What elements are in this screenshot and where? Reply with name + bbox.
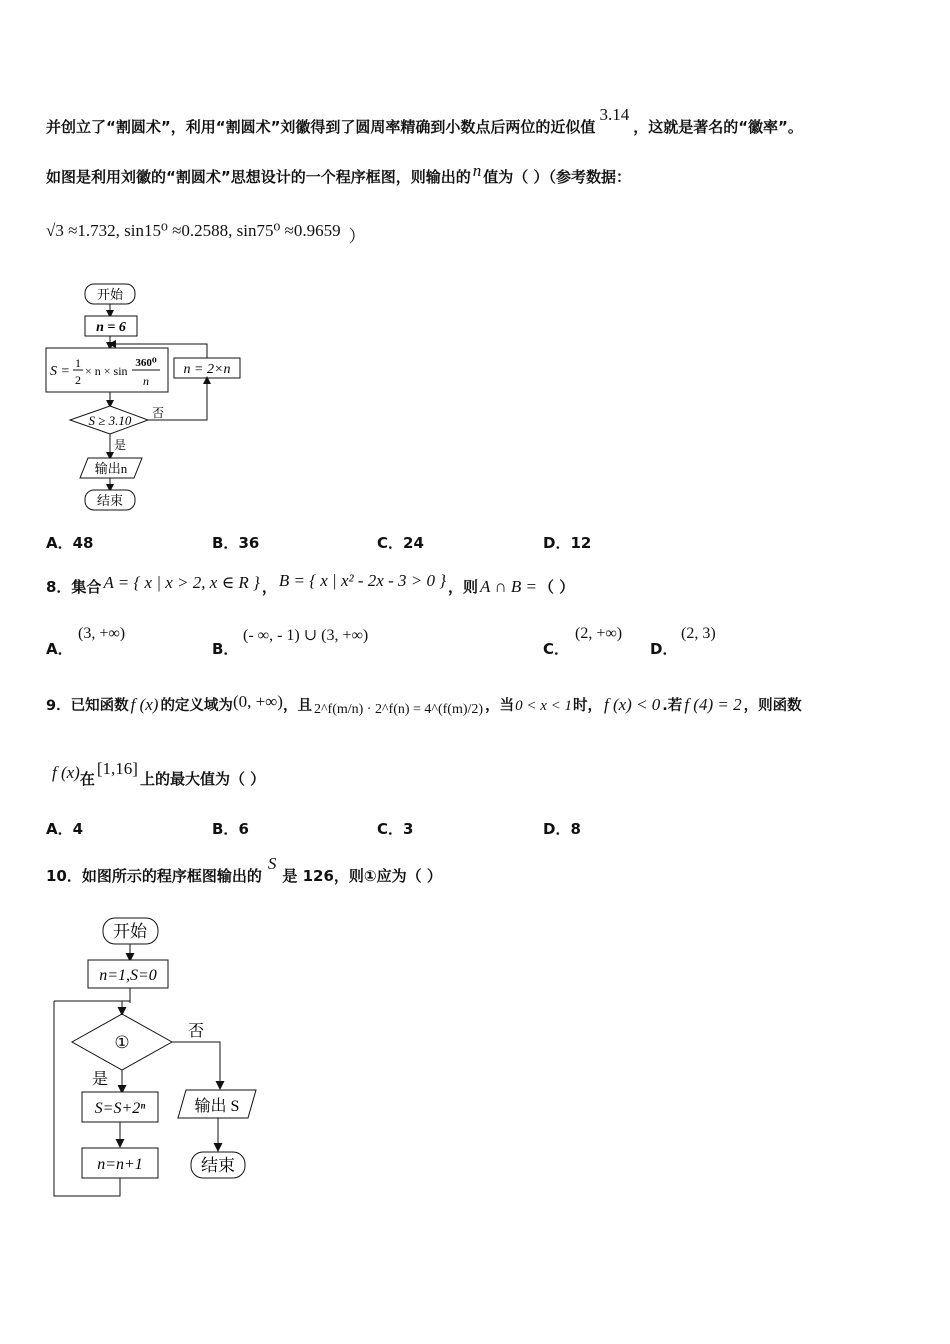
intro-text-1b: ，这就是著名的“徽率”。 bbox=[633, 118, 803, 136]
q8-option-b-letter[interactable]: B． bbox=[212, 640, 239, 658]
flow1-output-label: 输出n bbox=[94, 461, 128, 476]
q8-option-b-value: (- ∞, - 1) ∪ (3, +∞) bbox=[243, 627, 369, 644]
intro-text-2b: 值为（ ）（参考数据： bbox=[483, 168, 631, 186]
q9-f4: f (4) = 2 bbox=[684, 695, 742, 714]
q9-fx-2: f (x) bbox=[52, 763, 80, 782]
q9-interval: [1,16] bbox=[96, 759, 138, 778]
q9-equation: 2^f(m/n) · 2^f(n) = 4^(f(m)/2) bbox=[313, 702, 484, 717]
q9-option-b[interactable]: B．6 bbox=[212, 820, 249, 838]
flow2-output-label: 输出 S bbox=[194, 1098, 240, 1115]
q9-range: 0 < x < 1 bbox=[515, 698, 572, 714]
q8-option-d-value: (2, 3) bbox=[681, 625, 716, 642]
flow2-end-label: 结束 bbox=[201, 1156, 235, 1175]
q7-option-b[interactable]: B．36 bbox=[212, 534, 260, 552]
flowchart-1 bbox=[40, 278, 300, 518]
q10-var-s: S bbox=[267, 854, 277, 873]
q8-option-d-letter[interactable]: D． bbox=[650, 640, 678, 658]
q9-option-d[interactable]: D．8 bbox=[543, 820, 581, 838]
intro-var-n: n bbox=[472, 161, 482, 180]
flow1-half-den: 2 bbox=[75, 373, 81, 387]
flow1-frac-num: 360⁰ bbox=[135, 357, 157, 369]
intro-text-2a: 如图是利用刘徽的“割圆术”思想设计的一个程序框图，则输出的 bbox=[46, 168, 471, 186]
flow1-frac-den: n bbox=[143, 374, 149, 388]
flowchart-2 bbox=[46, 908, 326, 1208]
flow2-step2-label: n=n+1 bbox=[97, 1156, 143, 1173]
q9-option-c[interactable]: C．3 bbox=[377, 820, 414, 838]
flow2-yes-label: 是 bbox=[92, 1071, 109, 1088]
q8-option-a-value: (3, +∞) bbox=[78, 625, 126, 642]
q8-option-c-value: (2, +∞) bbox=[575, 625, 623, 642]
reference-close-paren: ） bbox=[348, 227, 366, 246]
q10-stem: 10．如图所示的程序框图输出的S是 126，则①应为（ ） bbox=[46, 854, 442, 885]
q8-option-a-letter[interactable]: A． bbox=[46, 640, 73, 658]
flow1-formula-lhs: S = bbox=[50, 364, 70, 379]
intro-line-1 bbox=[46, 105, 803, 137]
flow1-formula-mid: × n × sin bbox=[85, 364, 128, 378]
q9-fx: f (x) bbox=[130, 695, 159, 714]
reference-values: √3 ≈1.732, sin15⁰ ≈0.2588, sin75⁰ ≈0.9659 bbox=[46, 221, 341, 240]
flow1-half-num: 1 bbox=[75, 356, 81, 370]
q7-option-c[interactable]: C．24 bbox=[377, 534, 424, 552]
flow2-start-label: 开始 bbox=[113, 922, 147, 941]
q9-option-a[interactable]: A．4 bbox=[46, 820, 84, 838]
pi-value: 3.14 bbox=[599, 105, 630, 124]
flow1-start-label: 开始 bbox=[96, 287, 124, 302]
q9-inequality: f (x) < 0 bbox=[603, 695, 661, 714]
flow1-cond-label: S ≥ 3.10 bbox=[88, 413, 132, 428]
q8-set-a: A = { x | x > 2, x ∈ R } bbox=[103, 573, 260, 592]
flow1-yes-label: 是 bbox=[114, 438, 127, 452]
reference-data bbox=[46, 216, 366, 246]
q9-stem-line-2: f (x)在[1,16]上的最大值为（ ） bbox=[52, 759, 266, 788]
flow1-no-label: 否 bbox=[152, 406, 165, 420]
q8-stem: 8．集合 A = { x | x > 2, x ∈ R } ， B = { x | x² - 2x - 3 > 0 } ，则 A ∩ B = （ ） bbox=[46, 571, 575, 596]
q8-set-b: B = { x | x² - 2x - 3 > 0 } bbox=[278, 571, 447, 590]
q8-label: 8．集合 bbox=[46, 578, 102, 596]
flow1-update-label: n = 2×n bbox=[183, 362, 231, 377]
q8-expression: A ∩ B = bbox=[480, 577, 537, 596]
flow2-no-label: 否 bbox=[188, 1023, 205, 1040]
flow1-end-label: 结束 bbox=[96, 493, 124, 508]
flow2-step1-label: S=S+2ⁿ bbox=[94, 1100, 146, 1117]
flow1-init-label: n = 6 bbox=[96, 320, 126, 335]
q8-option-c-letter[interactable]: C． bbox=[543, 640, 570, 658]
flow2-init-label: n=1,S=0 bbox=[99, 967, 157, 984]
q7-option-d[interactable]: D．12 bbox=[543, 534, 592, 552]
q9-stem-line-1: 9．已知函数 f (x) 的定义域为(0, +∞)，且 2^f(m/n) · 2^f(n) = 4^(f(m)/2) ，当0 < x < 1时， f (x) < 0 .若 f (4) = 2 ，则函数 bbox=[46, 692, 802, 717]
intro-line-2 bbox=[46, 161, 631, 187]
flow2-cond-label: ① bbox=[114, 1033, 130, 1052]
q9-domain: (0, +∞) bbox=[232, 692, 283, 711]
q7-option-a[interactable]: A．48 bbox=[46, 534, 94, 552]
intro-text-1a: 并创立了“割圆术”，利用“割圆术”刘徽得到了圆周率精确到小数点后两位的近似值 bbox=[46, 118, 596, 136]
